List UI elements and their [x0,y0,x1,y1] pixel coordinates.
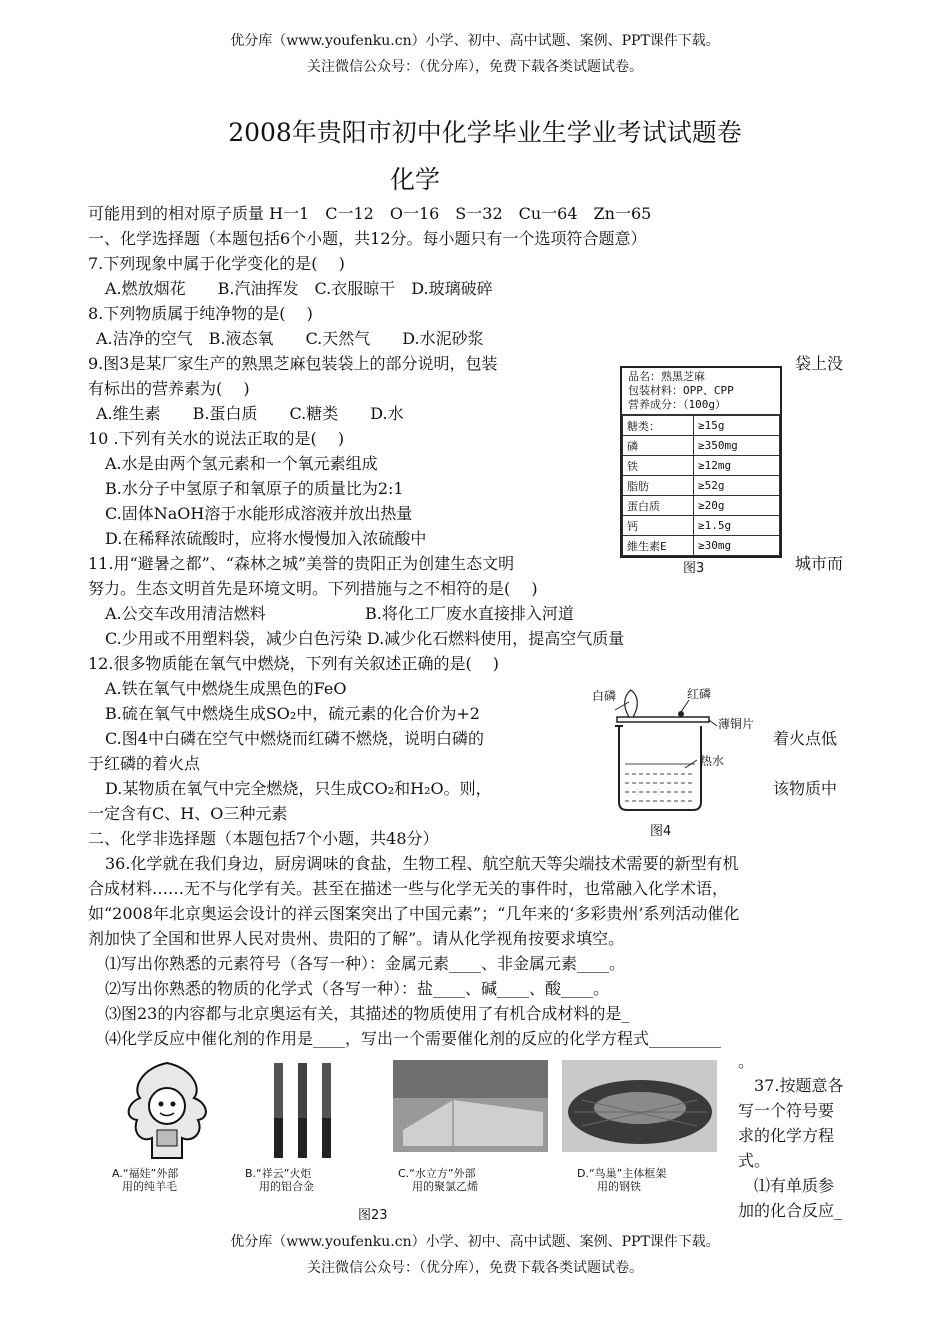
q36-sub-3: ⑶图23的内容都与北京奥运有关，其描述的物质使用了有机合成材料的是_ [105,1004,630,1023]
q37-line-1: 37.按题意各 [754,1076,844,1095]
photo-birds-nest [562,1060,717,1152]
nutrition-nutrient: 钙 [623,516,694,536]
fig23-caption-b: B.“祥云”火炬 用的铝合金 [245,1167,314,1193]
q11-stem-b: 努力。生态文明首先是环境文明。下列措施与之不相符的是( ) [88,579,538,598]
nutrition-label [620,366,782,558]
nutrition-amount: ≥12mg [694,456,780,476]
nutrition-amount: ≥15g [694,416,780,436]
q7-stem: 7.下列现象中属于化学变化的是( ) [88,254,345,273]
q10-option-a: A.水是由两个氢元素和一个氧元素组成 [105,454,378,473]
nutrition-amount: ≥1.5g [694,516,780,536]
nutrition-nutrient: 蛋白质 [623,496,694,516]
q37-line-5: ⑴有单质参 [754,1176,835,1195]
q11-option-b: B.将化工厂废水直接排入河道 [365,604,574,623]
nutrition-amount: ≥52g [694,476,780,496]
fig23-caption-c: C.“水立方”外部 用的聚氯乙烯 [398,1167,478,1193]
q10-option-c: C.固体NaOH溶于水能形成溶液并放出热量 [105,504,413,523]
figure-4-diagram [585,682,775,842]
figure-23-caption: 图23 [358,1208,388,1223]
q12-option-c-cont: 于红磷的着火点 [88,754,201,773]
nutrition-amount: ≥350mg [694,436,780,456]
nutrition-amount: ≥30mg [694,536,780,556]
q37-line-6: 加的化合反应_ [738,1201,843,1220]
q12-option-c: C.图4中白磷在空气中燃烧而红磷不燃烧，说明白磷的 [105,729,484,748]
nutrition-row [623,416,780,436]
footer-line-2: 关注微信公众号：（优分库），免费下载各类试题试卷。 [307,1260,643,1276]
section-2-heading: 二、化学非选择题（本题包括7个小题，共48分） [88,829,439,848]
photo-fuwa [112,1058,222,1168]
q11-stem-a-right: 城市而 [795,554,844,573]
q9-stem-a: 9.图3是某厂家生产的熟黑芝麻包装袋上的部分说明，包装 [88,354,498,373]
q12-option-a: A.铁在氧气中燃烧生成黑色的FeO [105,679,347,698]
header-line-2: 关注微信公众号：（优分库），免费下载各类试题试卷。 [307,59,643,75]
figure-4-caption: 图4 [650,824,672,839]
fig23-caption-d: D.“鸟巢”主体框架 用的钢铁 [577,1167,667,1193]
q12-option-d-right: 该物质中 [773,779,838,798]
q9-options: A.维生素 B.蛋白质 C.糖类 D.水 [96,404,404,423]
q12-option-c-right: 着火点低 [773,729,838,748]
figure-3-caption: 图3 [683,561,705,576]
nutrition-nutrient: 磷 [623,436,694,456]
nutrition-nutrient: 糖类： [623,416,694,436]
q36-para-2: 合成材料……无不与化学有关。甚至在描述一些与化学无关的事件时，也常融入化学术语， [88,879,729,898]
nutrition-nutrient: 維生素E [623,536,694,556]
label-red-phosphorus: 红磷 [687,687,712,701]
nutrition-packaging: 包装材料：OPP、CPP [628,384,734,397]
nutrition-row [623,476,780,496]
q37-line-2: 写一个符号要 [738,1101,835,1120]
q11-stem-a: 11.用“避暑之都”、“森林之城”美誉的贵阳正为创建生态文明 [88,554,515,573]
nutrition-row [623,436,780,456]
q12-option-d: D.某物质在氧气中完全燃烧，只生成CO₂和H₂O。则， [105,779,492,798]
copper-plate [617,717,709,722]
nutrition-label-header [622,368,780,415]
photo-torches [262,1058,352,1163]
label-hot-water: 热水 [700,754,725,768]
page-title: 2008年贵阳市初中化学毕业生学业考试试题卷 [228,118,742,147]
q7-options: A.燃放烟花 B.汽油挥发 C.衣服晾干 D.玻璃破碎 [105,279,493,298]
q36-para-4: 剂加快了全国和世界人民对贵州、贵阳的了解”。请从化学视角按要求填空。 [88,929,625,948]
q10-option-b: B.水分子中氢原子和氧原子的质量比为2:1 [105,479,404,498]
q12-stem: 12.很多物质能在氧气中燃烧，下列有关叙述正确的是( ) [88,654,500,673]
q9-stem-b: 有标出的营养素为( ) [88,379,250,398]
footer-line-1: 优分库（www.youfenku.cn）小学、初中、高中试题、案例、PPT课件下载。 [230,1234,720,1250]
q36-para-1: 36.化学就在我们身边，厨房调味的食盐，生物工程、航空航天等尖端技术需要的新型有机 [105,854,739,873]
q11-options-cd: C.少用或不用塑料袋，减少白色污染 D.减少化石燃料使用，提高空气质量 [105,629,625,648]
nutrition-nutrient: 铁 [623,456,694,476]
nutrition-per-amount: 营养成分：（100g） [628,398,726,411]
q36-sub-1: ⑴写出你熟悉的元素符号（各写一种）：金属元素____、非金属元素____。 [105,954,626,973]
q36-sub-4: ⑷化学反应中催化剂的作用是____，写出一个需要催化剂的反应的化学方程式_________ [105,1029,722,1048]
q11-option-a: A.公交车改用清洁燃料 [105,604,266,623]
nutrition-amount: ≥20g [694,496,780,516]
page-subtitle: 化学 [389,165,440,194]
q37-line-3: 求的化学方程 [738,1126,835,1145]
q12-option-d-cont: 一定含有C、H、O三种元素 [88,804,288,823]
q10-stem: 10 .下列有关水的说法正取的是( ) [88,429,345,448]
header-line-1: 优分库（www.youfenku.cn）小学、初中、高中试题、案例、PPT课件下载。 [230,33,720,49]
q8-options: A.洁净的空气 B.液态氧 C.天然气 D.水泥砂浆 [96,329,484,348]
label-white-phosphorus: 白磷 [592,689,617,703]
fig23-caption-a: A.“福娃”外部 用的纯羊毛 [112,1167,179,1193]
photo-water-cube [393,1060,548,1152]
atomic-masses: 可能用到的相对原子质量 H一1 C一12 O一16 S一32 Cu一64 Zn一65 [88,204,652,223]
nutrition-nutrient: 脂肪 [623,476,694,496]
beaker [619,726,701,810]
q9-stem-a-right: 袋上没 [795,354,844,373]
q8-stem: 8.下列物质属于纯净物的是( ) [88,304,313,323]
q37-line-4: 式。 [738,1151,771,1170]
q36-end-mark: 。 [738,1052,755,1071]
q36-sub-2: ⑵写出你熟悉的物质的化学式（各写一种）：盐____、碱____、酸____。 [105,979,610,998]
hot-water [625,764,695,801]
nutrition-product-name: 品名：熟黑芝麻 [628,370,705,383]
nutrition-row [623,456,780,476]
q36-para-3: 如“2008年北京奥运会设计的祥云图案突出了中国元素”；“几年来的‘多彩贵州’系列活动催化 [88,904,740,923]
nutrition-row [623,536,780,556]
nutrition-table [622,415,780,556]
nutrition-row [623,496,780,516]
q10-option-d: D.在稀释浓硫酸时，应将水慢慢加入浓硫酸中 [105,529,427,548]
nutrition-row [623,516,780,536]
q12-option-b: B.硫在氧气中燃烧生成SO₂中，硫元素的化合价为+2 [105,704,480,723]
section-1-heading: 一、化学选择题（本题包括6个小题，共12分。每小题只有一个选项符合题意） [88,229,647,248]
label-copper-plate: 薄铜片 [718,717,755,731]
